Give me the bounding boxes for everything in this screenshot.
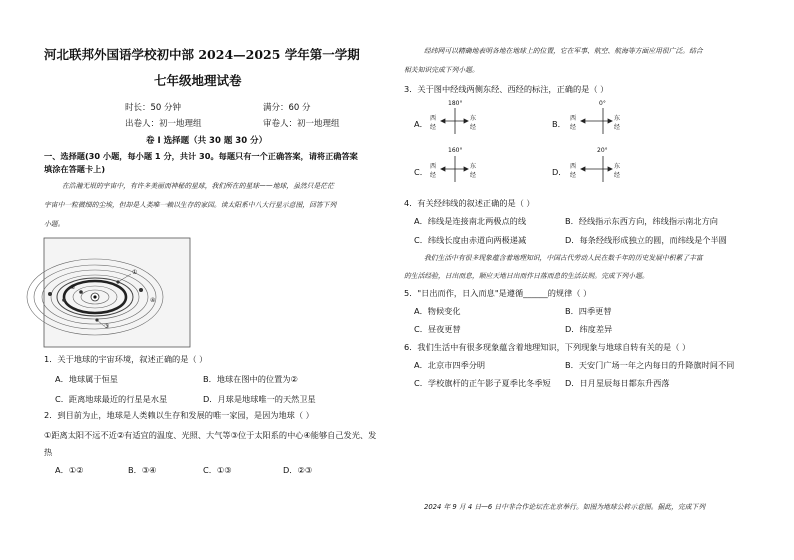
q3-d-east-jing: 经 [614, 172, 621, 179]
exam-author: 出卷人：初一地理组 [125, 119, 202, 129]
q1-stem: 1．关于地球的宇宙环境，叙述正确的是（ ） [44, 354, 208, 364]
q5-option-c: C．昼夜更替 [414, 324, 461, 334]
q5-stem: 5．"日出而作，日入而息"是遵循______的规律（ ） [404, 288, 592, 298]
q3-c-degree: 160° [448, 147, 463, 154]
q2-option-a: A．①② [55, 465, 84, 475]
q3-c-east-jing: 经 [470, 172, 477, 179]
q3-d-west-jing: 经 [570, 172, 577, 179]
passage-line-2: 宇宙中一粒微细的尘埃，但却是人类唯一赖以生存的家园。读太阳系中八大行星示意图，回答下列 [44, 201, 337, 209]
q3-b-degree: 0° [599, 100, 606, 107]
intro-line-2: 相关知识完成下列小题。 [404, 66, 479, 74]
q3-a-east: 东 [470, 115, 477, 122]
q3-b-east-jing: 经 [614, 124, 621, 131]
q3-c-east: 东 [470, 163, 477, 170]
q6-option-a: A．北京市四季分明 [414, 360, 486, 370]
q2-option-b: B．③④ [128, 465, 157, 475]
instruction-line-1: 一、选择题(30 小题，每小题 1 分，共计 30。每题只有一个正确答案，请将正确答案 [44, 151, 358, 161]
exam-reviewer: 审卷人：初一地理组 [263, 119, 340, 129]
q3-b-west: 西 [570, 115, 577, 122]
instruction-line-2: 填涂在答题卡上) [44, 164, 106, 174]
figure-label-4: ④ [150, 297, 156, 304]
q1-option-c: C．距离地球最近的行星是水星 [55, 394, 168, 404]
q3-a-east-jing: 经 [470, 124, 477, 131]
q3-d-degree: 20° [597, 147, 608, 154]
q4-option-b: B．经线指示东西方向，纬线指示南北方向 [565, 216, 718, 226]
q3-a-west-jing: 经 [430, 124, 437, 131]
q3-option-a: A． [414, 119, 428, 129]
q4-option-d: D．每条经线形成独立的圆，而纬线是个半圆 [565, 235, 727, 245]
q2-option-c: C．①③ [203, 465, 232, 475]
passage-line-1: 在浩瀚无垠的宇宙中，有许多美丽而神秘的星球，我们所在的星球——地球，虽然只是茫茫 [62, 182, 334, 190]
q1-option-a: A．地球属于恒星 [55, 374, 118, 384]
q3-option-b: B． [552, 119, 566, 129]
q3-option-d: D． [552, 167, 567, 177]
q6-option-c: C．学校旗杆的正午影子夏季比冬季短 [414, 378, 551, 388]
section-heading: 卷 I 选择题（共 30 题 30 分） [146, 136, 268, 146]
q3-stem: 3．关于图中经线两侧东经、西经的标注，正确的是（ ） [404, 84, 609, 94]
q6-option-d: D．日月星辰每日都东升西落 [565, 378, 670, 388]
q3-c-west-jing: 经 [430, 172, 437, 179]
q4-option-a: A．纬线是连接南北两极点的线 [414, 216, 527, 226]
q6-option-b: B．天安门广场一年之内每日的升降旗时间不同 [565, 360, 735, 370]
q3-c-west: 西 [430, 163, 437, 170]
exam-title: 河北联邦外国语学校初中部 2024—2025 学年第一学期 [44, 47, 360, 62]
intro-line-1: 经纬网可以精确地表明各地在地球上的位置，它在军事、航空、航海等方面应用很广泛。结合 [424, 47, 703, 55]
q3-option-c: C． [414, 167, 428, 177]
exam-duration: 时长：50 分钟 [125, 103, 182, 113]
q5-option-d: D．纬度差异 [565, 324, 613, 334]
q1-option-b: B．地球在图中的位置为② [203, 374, 298, 384]
figure-label-2: ② [70, 284, 76, 291]
q2-statement-line-1: ①距离太阳不远不近②有适宜的温度、光照、大气等③位于太阳系的中心④能够自己发光、发 [44, 430, 377, 440]
q4-option-c: C．纬线长度由赤道向两极递减 [414, 235, 527, 245]
q1-option-d: D．月球是地球唯一的天然卫星 [203, 394, 316, 404]
q3-d-east: 东 [614, 163, 621, 170]
passage2-line-1: 我们生活中有很多现象蕴含着地理知识，中国古代劳动人民在数千年的历史发展中积累了丰富 [424, 254, 703, 262]
passage-line-3: 小题。 [44, 220, 65, 228]
exam-subtitle: 七年级地理试卷 [154, 73, 242, 88]
q2-option-d: D．②③ [283, 465, 313, 475]
q6-stem: 6．我们生活中有很多现象蕴含着地理知识，下列现象与地球自转有关的是（ ） [404, 342, 691, 352]
q4-stem: 4．有关经纬线的叙述正确的是（ ） [404, 198, 535, 208]
footer-passage: 2024 年 9 月 4 日—6 日中非合作论坛在北京举行。如图为地球公转示意图。据此，完成下列 [424, 503, 706, 511]
q3-b-east: 东 [614, 115, 621, 122]
figure-label-3: ③ [104, 323, 110, 330]
q3-b-west-jing: 经 [570, 124, 577, 131]
q2-stem: 2．到目前为止，地球是人类赖以生存和发展的唯一家园，是因为地球（ ） [44, 410, 314, 420]
q3-a-west: 西 [430, 115, 437, 122]
exam-score: 满分：60 分 [263, 103, 311, 113]
q5-option-b: B．四季更替 [565, 306, 612, 316]
q5-option-a: A．物候变化 [414, 306, 461, 316]
q3-d-west: 西 [570, 163, 577, 170]
passage2-line-2: 的生活经验，日出而息，顺应天地日出而作日落而息的生活法则。完成下列小题。 [404, 272, 649, 280]
figure-label-1: ① [132, 269, 138, 276]
q2-statement-line-2: 热 [44, 447, 53, 457]
q3-a-degree: 180° [448, 100, 463, 107]
